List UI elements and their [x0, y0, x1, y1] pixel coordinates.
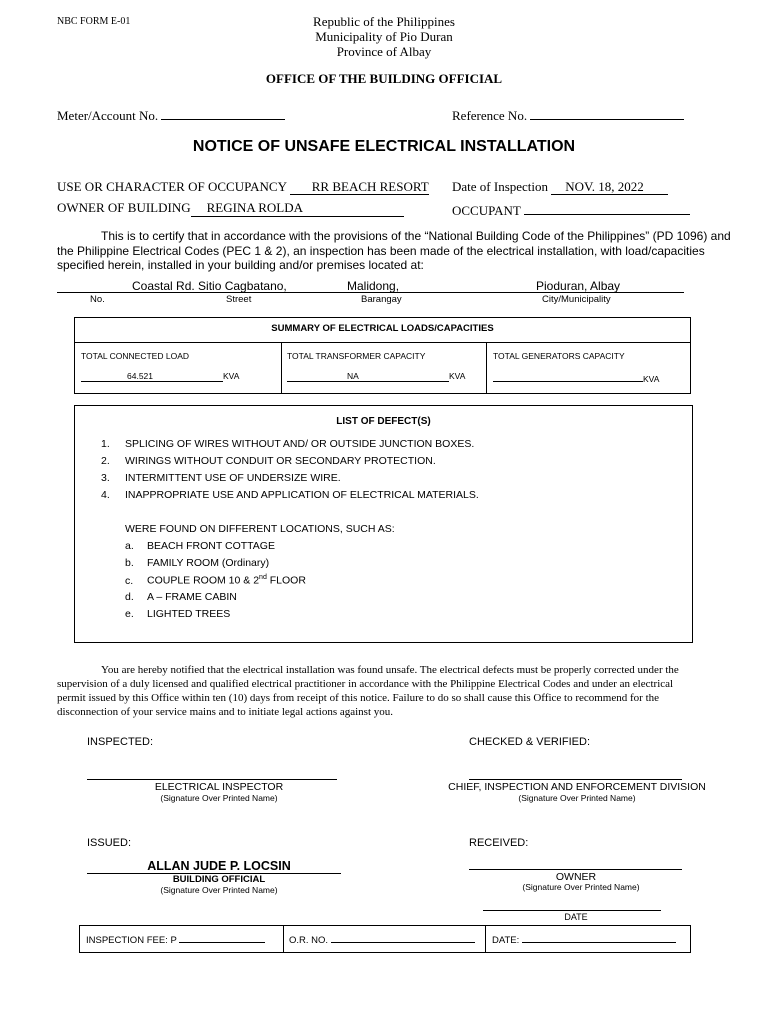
- received-label: RECEIVED:: [469, 837, 529, 849]
- occupancy-field: [57, 179, 429, 195]
- owner-label: OWNER OF BUILDING: [57, 200, 191, 215]
- official-name: ALLAN JUDE P. LOCSIN: [147, 859, 291, 873]
- generators-capacity-label: TOTAL GENERATORS CAPACITY: [493, 351, 625, 361]
- transformer-capacity-unit: KVA: [449, 371, 466, 381]
- inspector-title: ELECTRICAL INSPECTOR: [154, 781, 284, 793]
- inspector-signature-line[interactable]: [87, 779, 337, 780]
- inspection-fee-line[interactable]: [179, 933, 265, 943]
- occupant-line[interactable]: [524, 200, 690, 215]
- certify-paragraph: [57, 229, 731, 273]
- defect-number: 4.: [101, 489, 110, 501]
- summary-box: [74, 317, 691, 394]
- fee-table: [79, 925, 691, 953]
- defect-text: SPLICING OF WIRES WITHOUT AND/ OR OUTSIDE JUNCTION BOXES.: [125, 438, 475, 450]
- location-letter: c.: [125, 574, 134, 587]
- letterhead: [234, 14, 534, 59]
- occupancy-value: RR BEACH RESORT: [290, 179, 429, 195]
- letterhead-municipality: Municipality of Pio Duran: [315, 29, 453, 44]
- address-barangay: Malidong,: [347, 279, 400, 293]
- generators-capacity-line[interactable]: [493, 371, 643, 382]
- chief-title: CHIEF, INSPECTION AND ENFORCEMENT DIVISION: [448, 781, 706, 793]
- notice-line-1: You are hereby notified that the electrical installation was found unsafe. The electrical defects must be properly corrected under the: [101, 664, 679, 676]
- inspection-date-value: NOV. 18, 2022: [551, 179, 668, 195]
- inspection-date-field: [452, 179, 668, 195]
- fee-table-divider-2: [485, 926, 486, 952]
- address-street: Coastal Rd. Sitio Cagbatano,: [132, 279, 287, 293]
- summary-divider: [75, 342, 690, 343]
- generators-capacity-unit: KVA: [643, 374, 660, 384]
- inspected-label: INSPECTED:: [87, 736, 154, 748]
- transformer-capacity-label: TOTAL TRANSFORMER CAPACITY: [287, 351, 426, 361]
- summary-col-divider-2: [486, 342, 487, 394]
- occupancy-label: USE OR CHARACTER OF OCCUPANCY: [57, 179, 287, 194]
- defect-list: [101, 438, 479, 506]
- occupant-field[interactable]: [452, 200, 690, 219]
- owner-value: REGINA ROLDA: [191, 200, 404, 217]
- location-letter: e.: [125, 608, 134, 620]
- certify-line-3: specified herein, installed in your building and/or premises located at:: [57, 258, 424, 272]
- form-code: NBC FORM E-01: [57, 16, 131, 27]
- connected-load-field: [81, 371, 239, 382]
- reference-field[interactable]: [452, 105, 684, 124]
- issued-label: ISSUED:: [87, 837, 132, 849]
- address-no-label: No.: [90, 294, 105, 305]
- address-street-label: Street: [226, 294, 252, 305]
- owner-field: [57, 200, 404, 217]
- notice-line-3: permit issued by this Office within ten (10) days from receipt of this notice. Failure to do so shall cause this Office to recommend for the: [57, 692, 660, 704]
- official-sig-caption: (Signature Over Printed Name): [160, 885, 278, 895]
- notice-line-4: disconnection of your service mains and to initiate legal actions against you.: [57, 706, 394, 718]
- notice-line-2: supervision of a duly licensed and qualified electrical practitioner in accordance with the Philippine Electrical Codes and under an electrical: [57, 678, 674, 690]
- letterhead-province: Province of Albay: [336, 44, 432, 59]
- reference-line[interactable]: [530, 105, 684, 120]
- chief-sig-caption: (Signature Over Printed Name): [518, 793, 636, 803]
- location-letter: d.: [125, 591, 134, 603]
- fee-table-divider-1: [283, 926, 284, 952]
- location-list: [125, 540, 306, 625]
- official-title: BUILDING OFFICIAL: [172, 874, 266, 885]
- inspection-fee-label: INSPECTION FEE: P: [86, 935, 177, 946]
- notice-paragraph: [57, 663, 679, 719]
- owner-sig-caption: (Signature Over Printed Name): [522, 882, 640, 892]
- checked-label: CHECKED & VERIFIED:: [469, 736, 591, 748]
- payment-date-label: DATE:: [492, 935, 520, 946]
- occupant-label: OCCUPANT: [452, 203, 521, 218]
- or-number-field[interactable]: [289, 933, 475, 946]
- defect-item: [101, 489, 479, 506]
- received-date-label: DATE: [564, 912, 588, 922]
- payment-date-line[interactable]: [522, 933, 676, 943]
- meter-account-field[interactable]: [57, 105, 285, 124]
- generators-capacity-field[interactable]: [493, 371, 659, 384]
- defect-number: 1.: [101, 438, 110, 450]
- connected-load-label: TOTAL CONNECTED LOAD: [81, 351, 189, 361]
- defect-text: INAPPROPRIATE USE AND APPLICATION OF ELECTRICAL MATERIALS.: [125, 489, 479, 501]
- payment-date-field[interactable]: [492, 933, 676, 946]
- owner-signature-line[interactable]: [469, 869, 682, 870]
- summary-title: SUMMARY OF ELECTRICAL LOADS/CAPACITIES: [271, 323, 494, 334]
- location-item: [125, 557, 306, 574]
- address-city-label: City/Municipality: [542, 294, 611, 305]
- location-item: [125, 540, 306, 557]
- location-text: LIGHTED TREES: [147, 608, 231, 620]
- owner-sig-title: OWNER: [555, 871, 597, 883]
- defect-text: INTERMITTENT USE OF UNDERSIZE WIRE.: [125, 472, 341, 484]
- transformer-capacity-value: NA: [287, 371, 449, 382]
- letterhead-republic: Republic of the Philippines: [313, 14, 455, 29]
- location-text: COUPLE ROOM 10 & 2: [147, 574, 260, 587]
- defect-item: [101, 455, 479, 472]
- meter-account-line[interactable]: [161, 105, 285, 120]
- certify-line-1: This is to certify that in accordance with the provisions of the “National Building Code of the Philippines” (PD 1096) and: [101, 229, 731, 243]
- defects-title: LIST OF DEFECT(S): [336, 416, 431, 427]
- location-superscript: nd: [259, 574, 267, 581]
- locations-intro: WERE FOUND ON DIFFERENT LOCATIONS, SUCH AS:: [125, 523, 395, 535]
- chief-signature-line[interactable]: [469, 779, 682, 780]
- inspection-date-label: Date of Inspection: [452, 179, 549, 194]
- office-title: OFFICE OF THE BUILDING OFFICIAL: [265, 71, 503, 86]
- defect-number: 2.: [101, 455, 110, 467]
- location-letter: b.: [125, 557, 134, 569]
- meter-account-label: Meter/Account No.: [57, 108, 159, 123]
- defects-box: [74, 405, 693, 643]
- location-item: [125, 608, 306, 625]
- reference-label: Reference No.: [452, 108, 528, 123]
- location-text: FAMILY ROOM (Ordinary): [147, 557, 270, 569]
- location-text: BEACH FRONT COTTAGE: [147, 540, 275, 552]
- or-number-line[interactable]: [331, 933, 475, 943]
- received-date-line[interactable]: [483, 910, 661, 911]
- defect-text: WIRINGS WITHOUT CONDUIT OR SECONDARY PROTECTION.: [125, 455, 436, 467]
- location-letter: a.: [125, 540, 134, 552]
- connected-load-unit: KVA: [223, 371, 240, 381]
- transformer-capacity-field: [287, 371, 465, 382]
- location-item: [125, 591, 306, 608]
- summary-col-divider-1: [281, 342, 282, 394]
- connected-load-value: 64.521: [81, 371, 223, 382]
- defect-item: [101, 438, 479, 455]
- or-number-label: O.R. NO.: [289, 935, 329, 946]
- address-city: Pioduran, Albay: [536, 279, 621, 293]
- inspector-sig-caption: (Signature Over Printed Name): [160, 793, 278, 803]
- location-item: [125, 574, 306, 591]
- certify-line-2: the Philippine Electrical Codes (PEC 1 & 2), an inspection has been made of the electrical installation, with load/capacities: [57, 243, 705, 258]
- location-text: A – FRAME CABIN: [147, 591, 237, 603]
- location-text-suffix: FLOOR: [266, 574, 306, 587]
- inspection-fee-field[interactable]: [86, 933, 265, 946]
- address-barangay-label: Barangay: [361, 294, 402, 305]
- notice-title: NOTICE OF UNSAFE ELECTRICAL INSTALLATION: [192, 138, 576, 155]
- defect-item: [101, 472, 479, 489]
- defect-number: 3.: [101, 472, 110, 484]
